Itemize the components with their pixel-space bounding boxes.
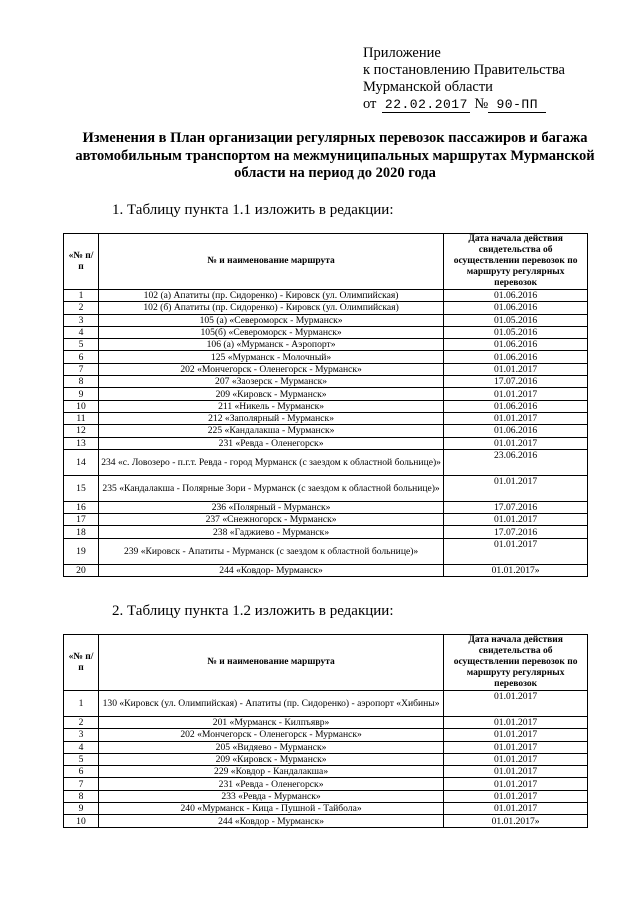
start-date: 17.07.2016: [444, 526, 588, 538]
header-date: Дата начала действия свидетельства об осуществлении перевозок по маршруту регулярных перевозок: [444, 234, 588, 290]
appendix-label: Приложение: [363, 45, 441, 61]
route-name: 211 «Никель - Мурманск»: [98, 400, 443, 412]
row-number: 1: [64, 290, 99, 302]
route-name: 130 «Кировск (ул. Олимпийская) - Апатиты (пр. Сидоренко) - аэропорт «Хибины»: [98, 691, 443, 717]
table-row: [64, 412, 588, 424]
start-date: 01.06.2016: [444, 339, 588, 351]
header-num: «№ п/п: [64, 635, 99, 691]
start-date: 01.05.2016: [444, 326, 588, 338]
table-row: [64, 290, 588, 302]
start-date: 01.01.2017: [444, 753, 588, 765]
start-date: 01.01.2017: [444, 803, 588, 815]
start-date: 01.01.2017: [444, 717, 588, 729]
table-row: [64, 302, 588, 314]
header-route: № и наименование маршрута: [98, 635, 443, 691]
start-date: 01.01.2017: [444, 437, 588, 449]
header-route: № и наименование маршрута: [98, 234, 443, 290]
route-name: 231 «Ревда - Оленегорск»: [98, 437, 443, 449]
start-date: 01.01.2017: [444, 388, 588, 400]
row-number: 7: [64, 778, 99, 790]
table-row: [64, 326, 588, 338]
start-date: 01.01.2017: [444, 363, 588, 375]
appendix-date-line: [363, 96, 565, 113]
header-date: Дата начала действия свидетельства об осуществлении перевозок по маршруту регулярных перевозок: [444, 635, 588, 691]
route-name: 106 (а) «Мурманск - Аэропорт»: [98, 339, 443, 351]
row-number: 2: [64, 717, 99, 729]
route-name: 202 «Мончегорск - Оленегорск - Мурманск»: [98, 363, 443, 375]
table-row: [64, 815, 588, 827]
route-name: 233 «Ревда - Мурманск»: [98, 790, 443, 802]
resolution-number: 90-ПП: [488, 97, 546, 113]
table-row: [64, 778, 588, 790]
row-number: 4: [64, 326, 99, 338]
start-date: 01.01.2017»: [444, 815, 588, 827]
appendix-resolution-line: к постановлению Правительства: [363, 62, 565, 78]
section-1-heading: 1. Таблицу пункта 1.1 изложить в редакции:: [112, 202, 394, 218]
table-row: [64, 717, 588, 729]
table-2-body: [64, 691, 588, 828]
row-number: 3: [64, 729, 99, 741]
start-date: 17.07.2016: [444, 501, 588, 513]
route-name: 238 «Гаджиево - Мурманск»: [98, 526, 443, 538]
row-number: 5: [64, 753, 99, 765]
route-name: 205 «Видяево - Мурманск»: [98, 741, 443, 753]
table-row: [64, 803, 588, 815]
start-date: 01.01.2017: [444, 790, 588, 802]
start-date: 01.01.2017»: [444, 564, 588, 576]
row-number: 11: [64, 412, 99, 424]
start-date: 01.01.2017: [444, 778, 588, 790]
start-date: 01.01.2017: [444, 766, 588, 778]
route-name: 207 «Заозерск - Мурманск»: [98, 376, 443, 388]
start-date: 01.01.2017: [444, 475, 588, 501]
resolution-date: 22.02.2017: [382, 97, 470, 113]
table-row: [64, 400, 588, 412]
route-name: 234 «с. Ловозеро - п.г.т. Ревда - город Мурманск (с заездом к областной больнице)»: [98, 449, 443, 475]
table-row: [64, 388, 588, 400]
row-number: 6: [64, 351, 99, 363]
route-name: 237 «Снежногорск - Мурманск»: [98, 514, 443, 526]
start-date: 17.07.2016: [444, 376, 588, 388]
row-number: 13: [64, 437, 99, 449]
table-row: [64, 351, 588, 363]
start-date: 01.06.2016: [444, 351, 588, 363]
start-date: 01.01.2017: [444, 741, 588, 753]
route-name: 209 «Кировск - Мурманск»: [98, 388, 443, 400]
table-row: [64, 741, 588, 753]
row-number: 19: [64, 538, 99, 564]
table-row: [64, 564, 588, 576]
row-number: 16: [64, 501, 99, 513]
row-number: 7: [64, 363, 99, 375]
route-name: 209 «Кировск - Мурманск»: [98, 753, 443, 765]
route-name: 231 «Ревда - Оленегорск»: [98, 778, 443, 790]
row-number: 9: [64, 803, 99, 815]
table-row: [64, 437, 588, 449]
row-number: 15: [64, 475, 99, 501]
table-row: [64, 363, 588, 375]
start-date: 01.01.2017: [444, 514, 588, 526]
row-number: 2: [64, 302, 99, 314]
table-row: [64, 691, 588, 717]
route-name: 225 «Кандалакша - Мурманск»: [98, 425, 443, 437]
route-name: 125 «Мурманск - Молочный»: [98, 351, 443, 363]
section-2-heading: 2. Таблицу пункта 1.2 изложить в редакции:: [112, 603, 394, 619]
appendix-region-line: Мурманской области: [363, 79, 493, 95]
start-date: 01.01.2017: [444, 412, 588, 424]
table-row: [64, 753, 588, 765]
start-date: 01.01.2017: [444, 729, 588, 741]
table-header-row: [64, 234, 588, 290]
row-number: 14: [64, 449, 99, 475]
route-name: 239 «Кировск - Апатиты - Мурманск (с заездом к областной больнице)»: [98, 538, 443, 564]
row-number: 5: [64, 339, 99, 351]
header-num: «№ п/п: [64, 234, 99, 290]
route-name: 235 «Кандалакша - Полярные Зори - Мурманск (с заездом к областной больнице)»: [98, 475, 443, 501]
start-date: 01.06.2016: [444, 290, 588, 302]
start-date: 01.01.2017: [444, 538, 588, 564]
route-name: 229 «Ковдор - Кандалакша»: [98, 766, 443, 778]
row-number: 4: [64, 741, 99, 753]
row-number: 20: [64, 564, 99, 576]
row-number: 3: [64, 314, 99, 326]
table-row: [64, 475, 588, 501]
table-row: [64, 314, 588, 326]
row-number: 6: [64, 766, 99, 778]
table-row: [64, 766, 588, 778]
row-number: 12: [64, 425, 99, 437]
table-row: [64, 729, 588, 741]
table-2: [63, 634, 588, 828]
route-name: 202 «Мончегорск - Оленегорск - Мурманск»: [98, 729, 443, 741]
start-date: 23.06.2016: [444, 449, 588, 475]
table-row: [64, 449, 588, 475]
row-number: 8: [64, 790, 99, 802]
route-name: 240 «Мурманск - Кица - Пушной - Тайбола»: [98, 803, 443, 815]
route-name: 236 «Полярный - Мурманск»: [98, 501, 443, 513]
route-name: 244 «Ковдор - Мурманск»: [98, 815, 443, 827]
table-1-body: [64, 290, 588, 577]
table-row: [64, 526, 588, 538]
start-date: 01.06.2016: [444, 400, 588, 412]
route-name: 102 (а) Апатиты (пр. Сидоренко) - Кировск (ул. Олимпийская): [98, 290, 443, 302]
document-title: Изменения в План организации регулярных перевозок пассажиров и багажа автомобильным транспортом на межмуниципальных маршрутах Мурманской области на период до 2020 года: [75, 130, 595, 181]
start-date: 01.06.2016: [444, 425, 588, 437]
start-date: 01.01.2017: [444, 691, 588, 717]
row-number: 10: [64, 400, 99, 412]
appendix-header: [363, 45, 565, 113]
table-row: [64, 501, 588, 513]
number-label: №: [474, 96, 489, 112]
row-number: 9: [64, 388, 99, 400]
row-number: 10: [64, 815, 99, 827]
table-row: [64, 376, 588, 388]
route-name: 212 «Заполярный - Мурманск»: [98, 412, 443, 424]
table-row: [64, 425, 588, 437]
row-number: 18: [64, 526, 99, 538]
route-name: 244 «Ковдор- Мурманск»: [98, 564, 443, 576]
from-label: от: [363, 96, 377, 112]
table-header-row: [64, 635, 588, 691]
table-row: [64, 790, 588, 802]
start-date: 01.05.2016: [444, 314, 588, 326]
table-row: [64, 538, 588, 564]
row-number: 17: [64, 514, 99, 526]
table-1: [63, 233, 588, 577]
table-row: [64, 339, 588, 351]
route-name: 105(б) «Североморск - Мурманск»: [98, 326, 443, 338]
route-name: 102 (б) Апатиты (пр. Сидоренко) - Кировск (ул. Олимпийская): [98, 302, 443, 314]
row-number: 1: [64, 691, 99, 717]
route-name: 201 «Мурманск - Килпъявр»: [98, 717, 443, 729]
start-date: 01.06.2016: [444, 302, 588, 314]
row-number: 8: [64, 376, 99, 388]
route-name: 105 (а) «Североморск - Мурманск»: [98, 314, 443, 326]
table-row: [64, 514, 588, 526]
